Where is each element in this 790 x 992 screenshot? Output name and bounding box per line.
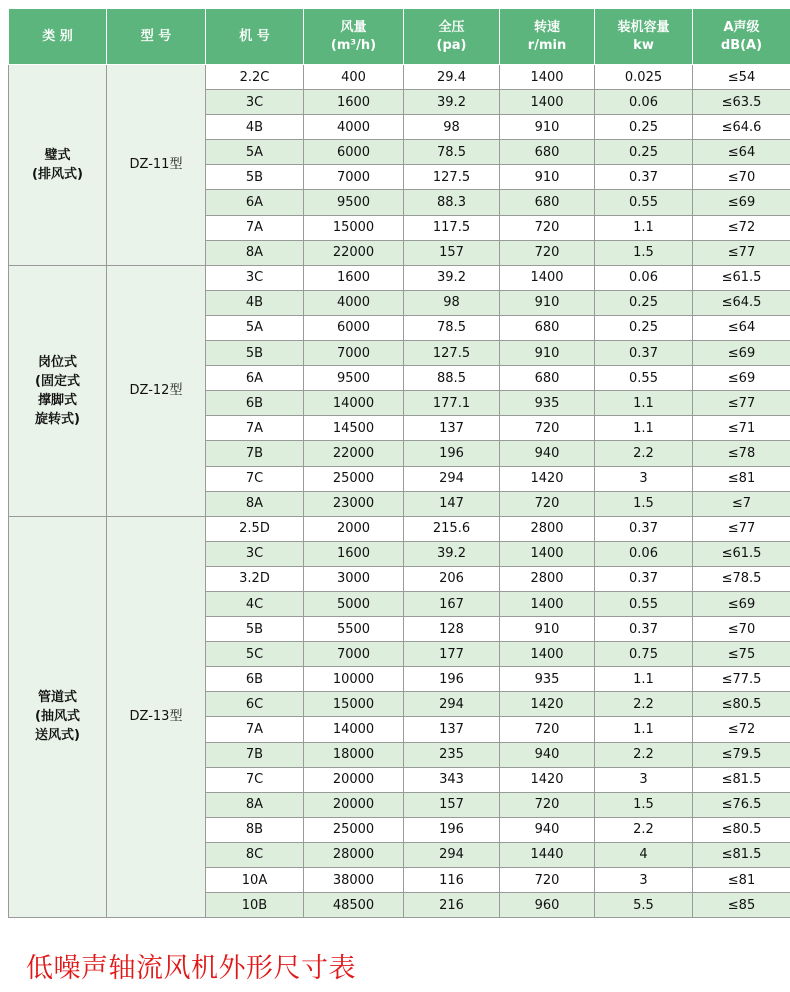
table-body xyxy=(9,65,790,918)
airflow-cell: 18000 xyxy=(304,742,404,767)
noise-cell: ≤75 xyxy=(693,642,790,667)
pressure-cell: 78.5 xyxy=(404,315,500,340)
table-caption: 低噪声轴流风机外形尺寸表 xyxy=(26,953,356,984)
noise-cell: ≤72 xyxy=(693,215,790,240)
power-cell: 0.37 xyxy=(595,516,693,541)
machine-no-cell: 4B xyxy=(206,115,304,140)
airflow-cell: 4000 xyxy=(304,290,404,315)
header-category: 类 别 xyxy=(9,9,107,65)
power-cell: 2.2 xyxy=(595,692,693,717)
airflow-cell: 1600 xyxy=(304,265,404,290)
pressure-cell: 157 xyxy=(404,792,500,817)
airflow-cell: 7000 xyxy=(304,642,404,667)
model-cell: DZ-13型 xyxy=(107,516,206,918)
machine-no-cell: 8A xyxy=(206,792,304,817)
power-cell: 0.25 xyxy=(595,315,693,340)
power-cell: 0.37 xyxy=(595,165,693,190)
power-cell: 3 xyxy=(595,767,693,792)
category-line: 旋转式) xyxy=(35,411,80,427)
noise-cell: ≤71 xyxy=(693,416,790,441)
pressure-cell: 343 xyxy=(404,767,500,792)
power-cell: 4 xyxy=(595,842,693,867)
pressure-cell: 88.5 xyxy=(404,366,500,391)
pressure-cell: 206 xyxy=(404,566,500,591)
pressure-cell: 127.5 xyxy=(404,165,500,190)
airflow-cell: 14500 xyxy=(304,416,404,441)
pressure-cell: 196 xyxy=(404,441,500,466)
pressure-cell: 116 xyxy=(404,868,500,893)
power-cell: 0.55 xyxy=(595,591,693,616)
machine-no-cell: 2.2C xyxy=(206,65,304,90)
model-cell: DZ-12型 xyxy=(107,265,206,516)
power-cell: 1.1 xyxy=(595,416,693,441)
noise-cell: ≤80.5 xyxy=(693,817,790,842)
machine-no-cell: 5B xyxy=(206,341,304,366)
machine-no-cell: 7B xyxy=(206,441,304,466)
airflow-cell: 48500 xyxy=(304,893,404,918)
airflow-cell: 10000 xyxy=(304,667,404,692)
noise-cell: ≤76.5 xyxy=(693,792,790,817)
noise-cell: ≤81.5 xyxy=(693,842,790,867)
machine-no-cell: 5B xyxy=(206,617,304,642)
noise-cell: ≤77 xyxy=(693,240,790,265)
power-cell: 1.1 xyxy=(595,667,693,692)
speed-cell: 940 xyxy=(500,441,595,466)
power-cell: 1.5 xyxy=(595,491,693,516)
airflow-cell: 3000 xyxy=(304,566,404,591)
power-cell: 1.1 xyxy=(595,391,693,416)
speed-cell: 1440 xyxy=(500,842,595,867)
noise-cell: ≤78 xyxy=(693,441,790,466)
pressure-cell: 127.5 xyxy=(404,341,500,366)
header-machine-no: 机 号 xyxy=(206,9,304,65)
noise-cell: ≤7 xyxy=(693,491,790,516)
speed-cell: 680 xyxy=(500,315,595,340)
category-line: (抽风式 xyxy=(35,709,80,725)
noise-cell: ≤78.5 xyxy=(693,566,790,591)
category-line: 璧式 xyxy=(44,147,71,163)
category-cell xyxy=(9,65,107,266)
machine-no-cell: 6B xyxy=(206,391,304,416)
machine-no-cell: 10B xyxy=(206,893,304,918)
header-noise-level: A声级 dB(A) xyxy=(693,9,790,65)
machine-no-cell: 3C xyxy=(206,265,304,290)
power-cell: 0.37 xyxy=(595,566,693,591)
category-line: (固定式 xyxy=(35,373,80,389)
airflow-cell: 20000 xyxy=(304,792,404,817)
pressure-cell: 29.4 xyxy=(404,65,500,90)
power-cell: 3 xyxy=(595,466,693,491)
speed-cell: 720 xyxy=(500,792,595,817)
power-cell: 1.5 xyxy=(595,792,693,817)
speed-cell: 1400 xyxy=(500,642,595,667)
power-cell: 5.5 xyxy=(595,893,693,918)
speed-cell: 1400 xyxy=(500,541,595,566)
pressure-cell: 39.2 xyxy=(404,265,500,290)
power-cell: 0.06 xyxy=(595,265,693,290)
speed-cell: 720 xyxy=(500,416,595,441)
header-total-pressure: 全压 (pa) xyxy=(404,9,500,65)
airflow-cell: 9500 xyxy=(304,190,404,215)
category-line: 岗位式 xyxy=(37,354,77,370)
noise-cell: ≤64.6 xyxy=(693,115,790,140)
airflow-cell: 6000 xyxy=(304,315,404,340)
noise-cell: ≤80.5 xyxy=(693,692,790,717)
airflow-cell: 5000 xyxy=(304,591,404,616)
header-speed: 转速 r/min xyxy=(500,9,595,65)
airflow-cell: 38000 xyxy=(304,868,404,893)
pressure-cell: 137 xyxy=(404,717,500,742)
machine-no-cell: 7A xyxy=(206,717,304,742)
pressure-cell: 196 xyxy=(404,817,500,842)
machine-no-cell: 3C xyxy=(206,541,304,566)
speed-cell: 1420 xyxy=(500,692,595,717)
machine-no-cell: 10A xyxy=(206,868,304,893)
pressure-cell: 147 xyxy=(404,491,500,516)
noise-cell: ≤64 xyxy=(693,315,790,340)
table-header xyxy=(9,9,790,65)
noise-cell: ≤54 xyxy=(693,65,790,90)
pressure-cell: 177 xyxy=(404,642,500,667)
airflow-cell: 23000 xyxy=(304,491,404,516)
machine-no-cell: 4B xyxy=(206,290,304,315)
speed-cell: 1400 xyxy=(500,65,595,90)
speed-cell: 940 xyxy=(500,817,595,842)
category-line: 送风式) xyxy=(35,728,80,744)
pressure-cell: 128 xyxy=(404,617,500,642)
airflow-cell: 15000 xyxy=(304,215,404,240)
speed-cell: 910 xyxy=(500,341,595,366)
machine-no-cell: 6A xyxy=(206,366,304,391)
speed-cell: 1420 xyxy=(500,466,595,491)
airflow-cell: 7000 xyxy=(304,341,404,366)
noise-cell: ≤81 xyxy=(693,466,790,491)
table-row xyxy=(9,65,790,90)
airflow-cell: 400 xyxy=(304,65,404,90)
speed-cell: 1420 xyxy=(500,767,595,792)
pressure-cell: 88.3 xyxy=(404,190,500,215)
airflow-cell: 7000 xyxy=(304,165,404,190)
pressure-cell: 78.5 xyxy=(404,140,500,165)
noise-cell: ≤61.5 xyxy=(693,265,790,290)
noise-cell: ≤69 xyxy=(693,591,790,616)
machine-no-cell: 5A xyxy=(206,140,304,165)
power-cell: 0.55 xyxy=(595,366,693,391)
pressure-cell: 137 xyxy=(404,416,500,441)
airflow-cell: 14000 xyxy=(304,391,404,416)
power-cell: 2.2 xyxy=(595,742,693,767)
speed-cell: 680 xyxy=(500,140,595,165)
speed-cell: 680 xyxy=(500,190,595,215)
pressure-cell: 98 xyxy=(404,290,500,315)
machine-no-cell: 7C xyxy=(206,767,304,792)
airflow-cell: 15000 xyxy=(304,692,404,717)
speed-cell: 720 xyxy=(500,717,595,742)
speed-cell: 935 xyxy=(500,667,595,692)
category-cell xyxy=(9,516,107,918)
speed-cell: 680 xyxy=(500,366,595,391)
table-row xyxy=(9,265,790,290)
airflow-cell: 28000 xyxy=(304,842,404,867)
pressure-cell: 98 xyxy=(404,115,500,140)
machine-no-cell: 5A xyxy=(206,315,304,340)
speed-cell: 1400 xyxy=(500,265,595,290)
speed-cell: 2800 xyxy=(500,566,595,591)
airflow-cell: 1600 xyxy=(304,90,404,115)
machine-no-cell: 6A xyxy=(206,190,304,215)
airflow-cell: 25000 xyxy=(304,466,404,491)
pressure-cell: 117.5 xyxy=(404,215,500,240)
noise-cell: ≤77 xyxy=(693,391,790,416)
header-row xyxy=(9,9,790,65)
machine-no-cell: 7A xyxy=(206,416,304,441)
speed-cell: 720 xyxy=(500,491,595,516)
speed-cell: 910 xyxy=(500,165,595,190)
speed-cell: 720 xyxy=(500,215,595,240)
airflow-cell: 25000 xyxy=(304,817,404,842)
noise-cell: ≤72 xyxy=(693,717,790,742)
pressure-cell: 235 xyxy=(404,742,500,767)
noise-cell: ≤69 xyxy=(693,190,790,215)
speed-cell: 910 xyxy=(500,290,595,315)
pressure-cell: 215.6 xyxy=(404,516,500,541)
airflow-cell: 1600 xyxy=(304,541,404,566)
speed-cell: 960 xyxy=(500,893,595,918)
noise-cell: ≤69 xyxy=(693,366,790,391)
airflow-cell: 20000 xyxy=(304,767,404,792)
machine-no-cell: 6B xyxy=(206,667,304,692)
machine-no-cell: 8C xyxy=(206,842,304,867)
speed-cell: 935 xyxy=(500,391,595,416)
power-cell: 0.25 xyxy=(595,115,693,140)
noise-cell: ≤77.5 xyxy=(693,667,790,692)
category-line: 管道式 xyxy=(37,690,77,706)
power-cell: 0.06 xyxy=(595,90,693,115)
speed-cell: 910 xyxy=(500,617,595,642)
noise-cell: ≤70 xyxy=(693,165,790,190)
power-cell: 2.2 xyxy=(595,441,693,466)
model-cell: DZ-11型 xyxy=(107,65,206,266)
power-cell: 3 xyxy=(595,868,693,893)
airflow-cell: 5500 xyxy=(304,617,404,642)
speed-cell: 940 xyxy=(500,742,595,767)
noise-cell: ≤64 xyxy=(693,140,790,165)
header-model: 型 号 xyxy=(107,9,206,65)
speed-cell: 720 xyxy=(500,240,595,265)
power-cell: 0.25 xyxy=(595,140,693,165)
header-airflow: 风量 (m³/h) xyxy=(304,9,404,65)
noise-cell: ≤70 xyxy=(693,617,790,642)
category-line: 撑脚式 xyxy=(37,392,77,408)
power-cell: 0.025 xyxy=(595,65,693,90)
airflow-cell: 2000 xyxy=(304,516,404,541)
airflow-cell: 4000 xyxy=(304,115,404,140)
speed-cell: 720 xyxy=(500,868,595,893)
machine-no-cell: 4C xyxy=(206,591,304,616)
pressure-cell: 294 xyxy=(404,466,500,491)
pressure-cell: 39.2 xyxy=(404,90,500,115)
noise-cell: ≤61.5 xyxy=(693,541,790,566)
header-power: 装机容量 kw xyxy=(595,9,693,65)
noise-cell: ≤81.5 xyxy=(693,767,790,792)
noise-cell: ≤64.5 xyxy=(693,290,790,315)
machine-no-cell: 7A xyxy=(206,215,304,240)
machine-no-cell: 7C xyxy=(206,466,304,491)
machine-no-cell: 5B xyxy=(206,165,304,190)
pressure-cell: 39.2 xyxy=(404,541,500,566)
category-cell xyxy=(9,265,107,516)
machine-no-cell: 8B xyxy=(206,817,304,842)
machine-no-cell: 8A xyxy=(206,240,304,265)
machine-no-cell: 6C xyxy=(206,692,304,717)
pressure-cell: 167 xyxy=(404,591,500,616)
power-cell: 1.1 xyxy=(595,717,693,742)
noise-cell: ≤79.5 xyxy=(693,742,790,767)
airflow-cell: 14000 xyxy=(304,717,404,742)
machine-no-cell: 2.5D xyxy=(206,516,304,541)
noise-cell: ≤63.5 xyxy=(693,90,790,115)
machine-no-cell: 5C xyxy=(206,642,304,667)
noise-cell: ≤69 xyxy=(693,341,790,366)
noise-cell: ≤77 xyxy=(693,516,790,541)
power-cell: 0.06 xyxy=(595,541,693,566)
category-line: (排风式) xyxy=(32,166,83,182)
pressure-cell: 196 xyxy=(404,667,500,692)
machine-no-cell: 8A xyxy=(206,491,304,516)
pressure-cell: 294 xyxy=(404,842,500,867)
airflow-cell: 22000 xyxy=(304,441,404,466)
speed-cell: 2800 xyxy=(500,516,595,541)
pressure-cell: 294 xyxy=(404,692,500,717)
power-cell: 0.75 xyxy=(595,642,693,667)
power-cell: 0.55 xyxy=(595,190,693,215)
pressure-cell: 216 xyxy=(404,893,500,918)
machine-no-cell: 3.2D xyxy=(206,566,304,591)
power-cell: 1.1 xyxy=(595,215,693,240)
pressure-cell: 157 xyxy=(404,240,500,265)
power-cell: 0.25 xyxy=(595,290,693,315)
noise-cell: ≤85 xyxy=(693,893,790,918)
airflow-cell: 9500 xyxy=(304,366,404,391)
airflow-cell: 6000 xyxy=(304,140,404,165)
machine-no-cell: 3C xyxy=(206,90,304,115)
power-cell: 1.5 xyxy=(595,240,693,265)
airflow-cell: 22000 xyxy=(304,240,404,265)
power-cell: 0.37 xyxy=(595,341,693,366)
power-cell: 0.37 xyxy=(595,617,693,642)
speed-cell: 910 xyxy=(500,115,595,140)
machine-no-cell: 7B xyxy=(206,742,304,767)
power-cell: 2.2 xyxy=(595,817,693,842)
speed-cell: 1400 xyxy=(500,591,595,616)
spec-table xyxy=(8,8,790,918)
speed-cell: 1400 xyxy=(500,90,595,115)
noise-cell: ≤81 xyxy=(693,868,790,893)
table-row xyxy=(9,516,790,541)
pressure-cell: 177.1 xyxy=(404,391,500,416)
